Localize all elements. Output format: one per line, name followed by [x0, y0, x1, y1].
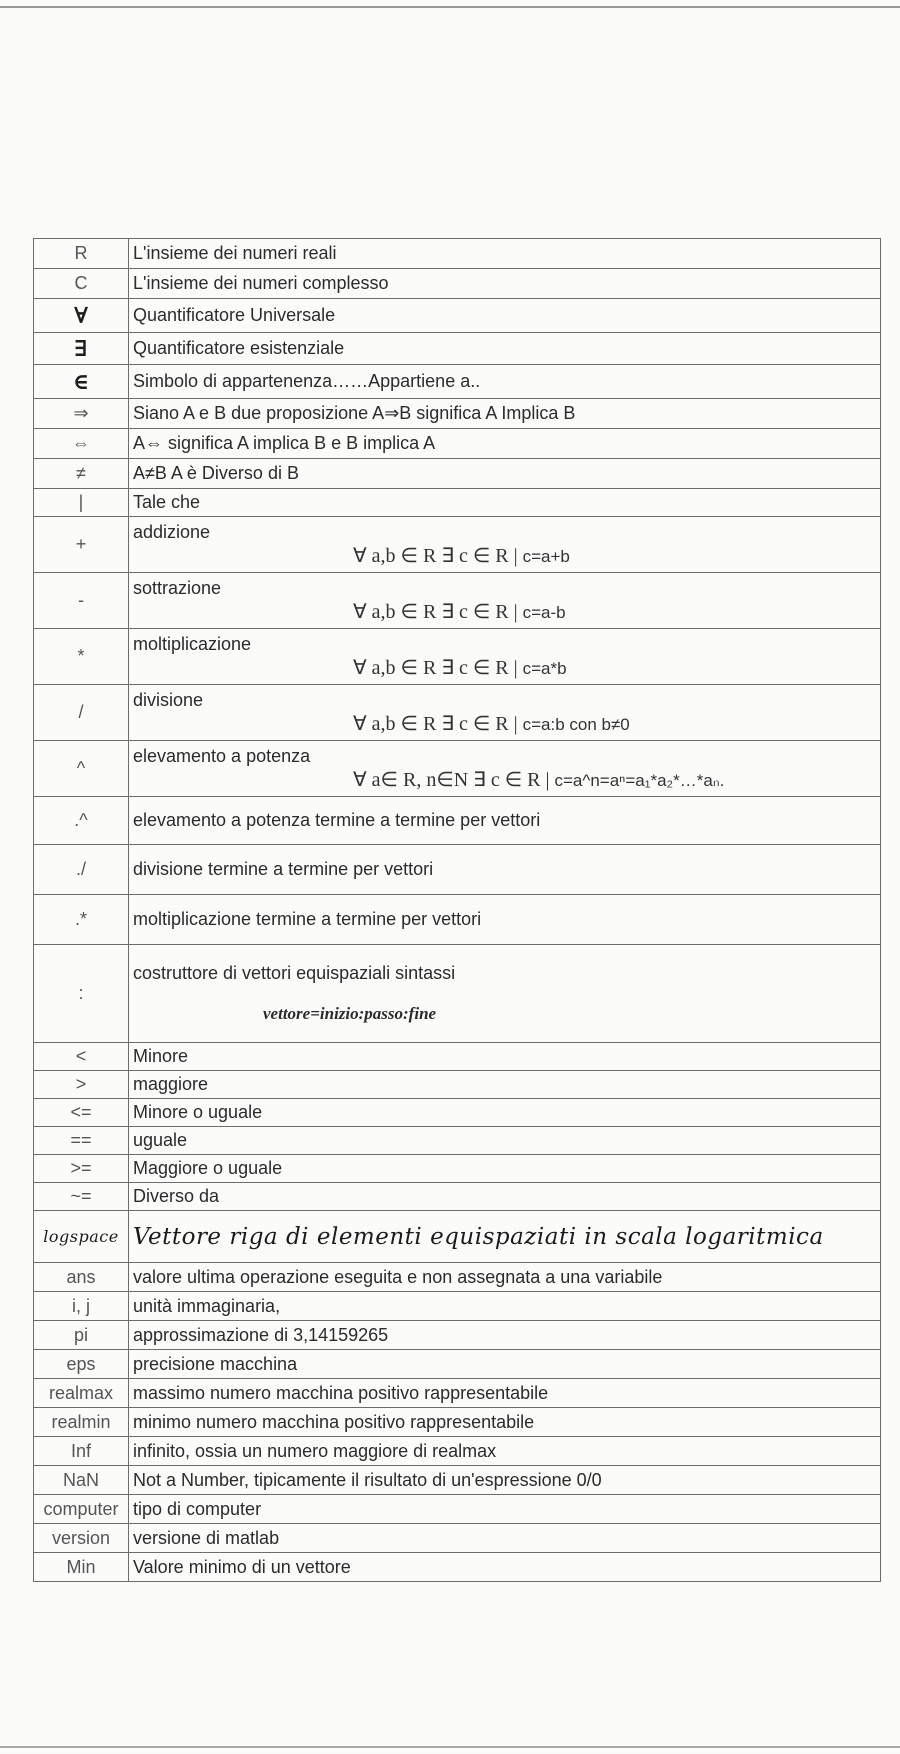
operator-description — [129, 1071, 881, 1099]
constant-description: precisione macchina — [129, 1350, 881, 1379]
operator-description-text: divisione termine a termine per vettori — [133, 859, 434, 879]
operator-row — [34, 895, 881, 945]
constant-description: minimo numero macchina positivo rappresentabile — [129, 1408, 881, 1437]
operator-symbol: == — [34, 1127, 129, 1155]
operator-symbol: ≠ — [34, 459, 129, 489]
operator-row — [34, 429, 881, 459]
constant-row — [34, 1437, 881, 1466]
operator-row — [34, 797, 881, 845]
operator-row — [34, 299, 881, 333]
formula-result: c=a^n=aⁿ=a₁*a₂*…*aₙ. — [554, 770, 725, 790]
operator-row — [34, 573, 881, 629]
operator-description — [129, 629, 881, 685]
operator-description-text: elevamento a potenza — [133, 745, 311, 766]
operator-symbol: : — [34, 945, 129, 1043]
operator-row — [34, 741, 881, 797]
operator-row — [34, 459, 881, 489]
formula-quantifier: ∀ a,b ∈ R ∃ c ∈ R | — [353, 544, 518, 567]
constant-symbol: eps — [34, 1350, 129, 1379]
operator-description-text: maggiore — [133, 1074, 209, 1094]
operator-row — [34, 1099, 881, 1127]
constant-row — [34, 1321, 881, 1350]
formula-quantifier: ∀ a,b ∈ R ∃ c ∈ R | — [353, 656, 518, 679]
operator-symbol: ~= — [34, 1183, 129, 1211]
operator-symbol: | — [34, 489, 129, 517]
constant-symbol: Min — [34, 1553, 129, 1582]
operator-symbol: / — [34, 685, 129, 741]
page-edge-top — [0, 6, 900, 8]
constant-symbol: realmin — [34, 1408, 129, 1437]
operator-row — [34, 1155, 881, 1183]
operator-description — [129, 1043, 881, 1071]
constant-row — [34, 1263, 881, 1292]
operator-row — [34, 517, 881, 573]
operator-formula — [133, 655, 876, 680]
formula-result: c=a:b con b≠0 — [522, 714, 630, 734]
constant-description: versione di matlab — [129, 1524, 881, 1553]
operator-row — [34, 1183, 881, 1211]
operator-description — [129, 517, 881, 573]
formula-quantifier: ∀ a∈ R, n∈N ∃ c ∈ R | — [353, 768, 550, 791]
operator-description-text: A⇔ significa A implica B e B implica A — [133, 433, 436, 453]
operator-description-text: sottrazione — [133, 577, 222, 598]
operator-description-text: moltiplicazione — [133, 633, 252, 654]
operator-description — [129, 333, 881, 365]
operator-description — [129, 365, 881, 399]
operator-symbol: - — [34, 573, 129, 629]
operator-symbol: < — [34, 1043, 129, 1071]
constant-row — [34, 1553, 881, 1582]
operator-description — [129, 1183, 881, 1211]
operator-formula — [133, 711, 876, 736]
operator-description-text: Quantificatore Universale — [133, 305, 336, 325]
operator-formula — [133, 543, 876, 568]
handwritten-symbol: logspace — [34, 1211, 129, 1263]
operator-description — [129, 1127, 881, 1155]
operator-symbol: ∀ — [34, 299, 129, 333]
formula-result: c=a-b — [522, 602, 566, 622]
operator-symbol: ⇔ — [34, 429, 129, 459]
operator-description-text: divisione — [133, 689, 204, 710]
formula-quantifier: ∀ a,b ∈ R ∃ c ∈ R | — [353, 600, 518, 623]
constant-symbol: computer — [34, 1495, 129, 1524]
operator-symbol: >= — [34, 1155, 129, 1183]
operator-description — [129, 399, 881, 429]
operator-description-text: Maggiore o uguale — [133, 1158, 283, 1178]
operator-description — [129, 573, 881, 629]
constant-description: massimo numero macchina positivo rappresentabile — [129, 1379, 881, 1408]
constant-symbol: realmax — [34, 1379, 129, 1408]
operator-row — [34, 1043, 881, 1071]
operator-description-text: addizione — [133, 521, 211, 542]
operator-description — [129, 239, 881, 269]
constant-row — [34, 1524, 881, 1553]
operator-description-text: moltiplicazione termine a termine per vettori — [133, 909, 482, 929]
operator-formula — [133, 599, 876, 624]
operator-description-text: costruttore di vettori equispaziali sintassi — [133, 963, 456, 983]
operator-symbol: + — [34, 517, 129, 573]
operator-description — [129, 1155, 881, 1183]
operator-description — [129, 269, 881, 299]
handwritten-row — [34, 1211, 881, 1263]
constant-row — [34, 1466, 881, 1495]
constant-description: tipo di computer — [129, 1495, 881, 1524]
constant-description: Valore minimo di un vettore — [129, 1553, 881, 1582]
operator-symbol: R — [34, 239, 129, 269]
operator-description — [129, 489, 881, 517]
constant-description: infinito, ossia un numero maggiore di realmax — [129, 1437, 881, 1466]
operator-symbol: ∈ — [34, 365, 129, 399]
constant-row — [34, 1408, 881, 1437]
operator-description-text: Tale che — [133, 492, 201, 512]
constant-description: unità immaginaria, — [129, 1292, 881, 1321]
operator-description-text: Diverso da — [133, 1186, 220, 1206]
operator-row — [34, 685, 881, 741]
operator-row — [34, 845, 881, 895]
syntax-caption: vettore=inizio:passo:fine — [263, 1004, 437, 1023]
operator-row — [34, 333, 881, 365]
operator-description — [129, 685, 881, 741]
operators-table — [33, 238, 881, 1582]
constant-symbol: i, j — [34, 1292, 129, 1321]
constant-row — [34, 1292, 881, 1321]
operator-description-text: Siano A e B due proposizione A⇒B significa A Implica B — [133, 403, 576, 423]
operator-description — [129, 945, 881, 1043]
operator-symbol: <= — [34, 1099, 129, 1127]
constant-description: approssimazione di 3,14159265 — [129, 1321, 881, 1350]
constant-description: Not a Number, tipicamente il risultato di un'espressione 0/0 — [129, 1466, 881, 1495]
constant-row — [34, 1350, 881, 1379]
operator-description-text: uguale — [133, 1130, 188, 1150]
constant-description: valore ultima operazione eseguita e non assegnata a una variabile — [129, 1263, 881, 1292]
operator-description — [129, 429, 881, 459]
operator-row — [34, 489, 881, 517]
operator-row — [34, 239, 881, 269]
operator-description — [129, 741, 881, 797]
formula-result: c=a*b — [522, 658, 567, 678]
operator-description — [129, 895, 881, 945]
operator-symbol: > — [34, 1071, 129, 1099]
formula-result: c=a+b — [522, 546, 570, 566]
constant-symbol: ans — [34, 1263, 129, 1292]
handwritten-description: Vettore riga di elementi equispaziati in scala logaritmica — [129, 1211, 881, 1263]
constant-symbol: version — [34, 1524, 129, 1553]
operator-description-text: Minore o uguale — [133, 1102, 263, 1122]
operator-row — [34, 945, 881, 1043]
constant-row — [34, 1495, 881, 1524]
page-edge-bottom — [0, 1746, 900, 1748]
constant-symbol: Inf — [34, 1437, 129, 1466]
operator-row — [34, 365, 881, 399]
operator-symbol: ⇒ — [34, 399, 129, 429]
operator-description-text: elevamento a potenza termine a termine per vettori — [133, 810, 541, 830]
operator-symbol: .* — [34, 895, 129, 945]
operator-description-text: A≠B A è Diverso di B — [133, 463, 299, 483]
operator-description — [129, 299, 881, 333]
operator-row — [34, 629, 881, 685]
constant-row — [34, 1379, 881, 1408]
operator-row — [34, 1127, 881, 1155]
operator-formula — [133, 767, 876, 792]
operator-description-text: L'insieme dei numeri complesso — [133, 273, 389, 293]
operator-description-text: L'insieme dei numeri reali — [133, 243, 337, 263]
operator-description-text: Minore — [133, 1046, 189, 1066]
operator-row — [34, 1071, 881, 1099]
operator-row — [34, 269, 881, 299]
operator-description-text: Quantificatore esistenziale — [133, 338, 345, 358]
operator-symbol: ./ — [34, 845, 129, 895]
operator-description — [129, 459, 881, 489]
operator-row — [34, 399, 881, 429]
operator-description-text: Simbolo di appartenenza……Appartiene a.. — [133, 371, 481, 391]
formula-quantifier: ∀ a,b ∈ R ∃ c ∈ R | — [353, 712, 518, 735]
operator-symbol: * — [34, 629, 129, 685]
operator-description — [129, 797, 881, 845]
operator-description — [129, 1099, 881, 1127]
operator-symbol: C — [34, 269, 129, 299]
operator-symbol: .^ — [34, 797, 129, 845]
operator-symbol: ^ — [34, 741, 129, 797]
constant-symbol: NaN — [34, 1466, 129, 1495]
constant-symbol: pi — [34, 1321, 129, 1350]
operator-symbol: ∃ — [34, 333, 129, 365]
operator-description — [129, 845, 881, 895]
